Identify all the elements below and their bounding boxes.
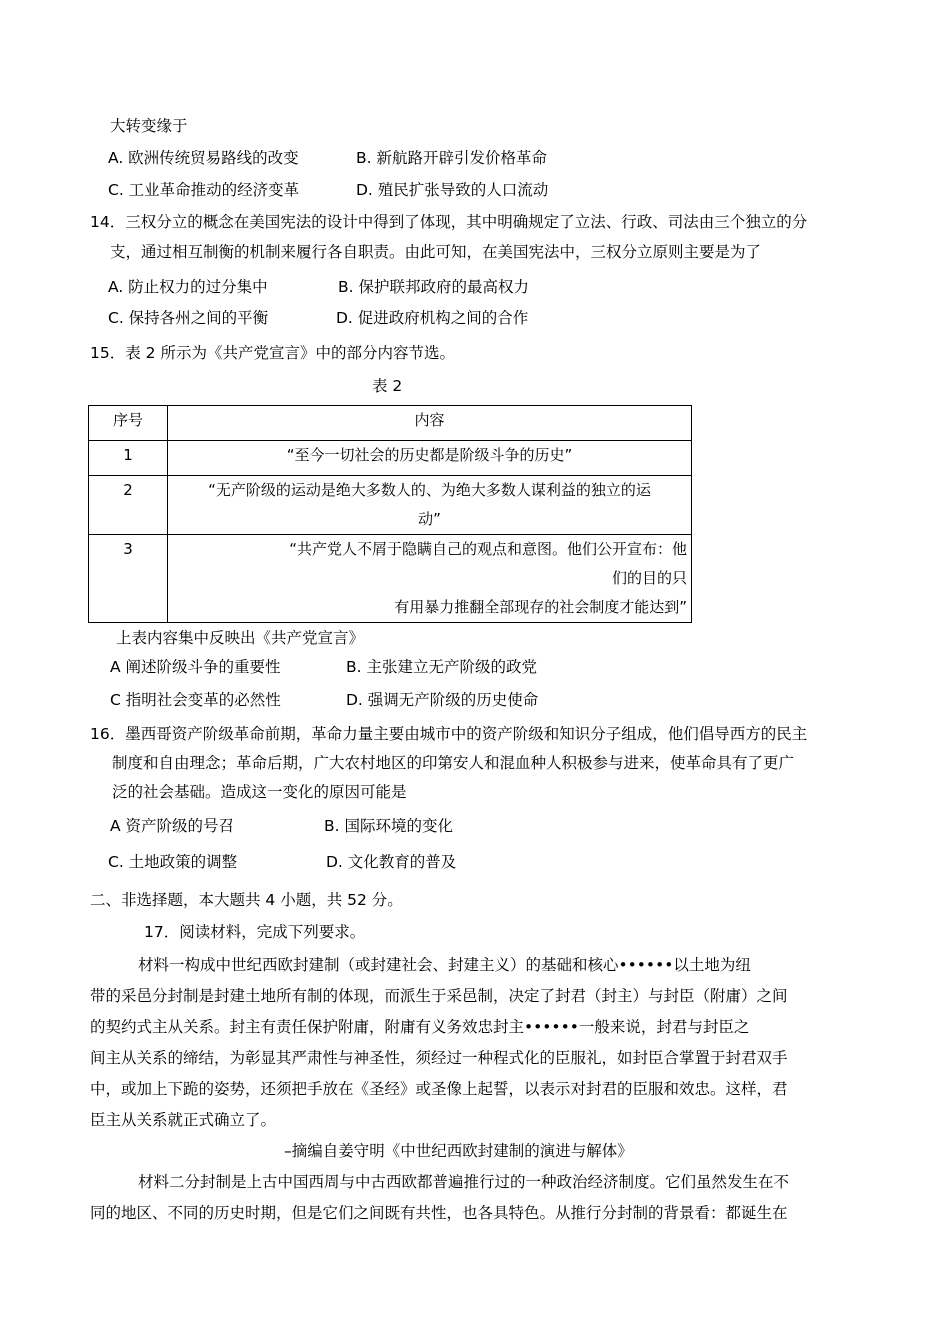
table-2: [88, 405, 692, 623]
q15-option-a: A 阐述阶级斗争的重要性: [110, 658, 281, 676]
row-content-line: “共产党人不屑于隐瞒自己的观点和意图。他们公开宣布：他: [289, 540, 687, 558]
q14-stem-line-2: 支，通过相互制衡的机制来履行各自职责。由此可知，在美国宪法中，三权分立原则主要是为了: [110, 243, 762, 261]
row-index: 3: [89, 535, 168, 623]
q15-option-d: D. 强调无产阶级的历史使命: [346, 691, 539, 709]
q16-stem-line-2: 制度和自由理念；革命后期，广大农村地区的印第安人和混血种人积极参与进来，使革命具有了更广: [112, 754, 795, 772]
table-caption: 表 2: [372, 377, 403, 395]
q16-stem-line-1: 16．墨西哥资产阶级革命前期，革命力量主要由城市中的资产阶级和知识分子组成，他们倡导西方的民主: [90, 725, 808, 743]
q16-option-b: B. 国际环境的变化: [324, 817, 453, 835]
row-content-line: 有用暴力推翻全部现存的社会制度才能达到”: [394, 598, 687, 616]
q16-stem-line-3: 泛的社会基础。造成这一变化的原因可能是: [112, 783, 407, 801]
material-2-line: 材料二分封制是上古中国西周与中古西欧都普遍推行过的一种政治经济制度。它们虽然发生在不: [138, 1173, 790, 1191]
q16-option-c: C. 土地政策的调整: [108, 853, 238, 871]
row-content-line: 动”: [418, 510, 441, 528]
row-index: 2: [89, 476, 168, 535]
q14-option-a: A. 防止权力的过分集中: [108, 278, 268, 296]
material-1-line: 材料一构成中世纪西欧封建制（或封建社会、封建主义）的基础和核心••••••以土地为纽: [138, 956, 751, 974]
q16-option-d: D. 文化教育的普及: [326, 853, 457, 871]
q13-option-d: D. 殖民扩张导致的人口流动: [356, 181, 549, 199]
q13-option-a: A. 欧洲传统贸易路线的改变: [108, 149, 299, 167]
section-2-heading: 二、非选择题，本大题共 4 小题，共 52 分。: [90, 891, 403, 909]
row-content-line: “无产阶级的运动是绝大多数人的、为绝大多数人谋利益的独立的运: [208, 481, 651, 499]
q14-option-c: C. 保持各州之间的平衡: [108, 309, 269, 327]
row-content: [168, 476, 692, 535]
table-row: [89, 476, 692, 535]
table-row: [89, 441, 692, 476]
material-1-line: 间主从关系的缔结，为彰显其严肃性与神圣性，须经过一种程式化的臣服礼，如封臣合掌置于封君双手: [90, 1049, 788, 1067]
q15-stem: 上表内容集中反映出《共产党宣言》: [116, 629, 365, 647]
q14-stem-line-1: 14．三权分立的概念在美国宪法的设计中得到了体现，其中明确规定了立法、行政、司法由三个独立的分: [90, 213, 808, 231]
table-row: [89, 535, 692, 623]
row-content: “至今一切社会的历史都是阶级斗争的历史”: [168, 441, 692, 476]
header-index: 序号: [89, 406, 168, 441]
q15-intro: 15．表 2 所示为《共产党宣言》中的部分内容节选。: [90, 344, 455, 362]
q17-intro: 17．阅读材料，完成下列要求。: [144, 923, 366, 941]
q15-option-c: C 指明社会变革的必然性: [110, 691, 281, 709]
q13-stem-tail: 大转变缘于: [110, 117, 188, 135]
row-content: [168, 535, 692, 623]
material-1-line: 臣主从关系就正式确立了。: [90, 1111, 277, 1129]
row-content-line: 们的目的只: [611, 569, 687, 587]
q14-option-b: B. 保护联邦政府的最高权力: [338, 278, 529, 296]
q15-option-b: B. 主张建立无产阶级的政党: [346, 658, 537, 676]
table-header-row: [89, 406, 692, 441]
q13-option-c: C. 工业革命推动的经济变革: [108, 181, 300, 199]
q14-option-d: D. 促进政府机构之间的合作: [336, 309, 529, 327]
q13-option-b: B. 新航路开辟引发价格革命: [356, 149, 547, 167]
material-1-line: 的契约式主从关系。封主有责任保护附庸，附庸有义务效忠封主••••••一般来说，封君与封臣之: [90, 1018, 750, 1036]
header-content: 内容: [168, 406, 692, 441]
row-index: 1: [89, 441, 168, 476]
material-1-line: 中，或加上下跪的姿势，还须把手放在《圣经》或圣像上起誓，以表示对封君的臣服和效忠。这样，君: [90, 1080, 788, 1098]
material-2-line: 同的地区、不同的历史时期，但是它们之间既有共性，也各具特色。从推行分封制的背景看：都诞生在: [90, 1204, 788, 1222]
q16-option-a: A 资产阶级的号召: [110, 817, 235, 835]
material-1-source: –摘编自姜守明《中世纪西欧封建制的演进与解体》: [284, 1142, 633, 1160]
material-1-line: 带的采邑分封制是封建土地所有制的体现，而派生于采邑制，决定了封君（封主）与封臣（附庸）之间: [90, 987, 788, 1005]
